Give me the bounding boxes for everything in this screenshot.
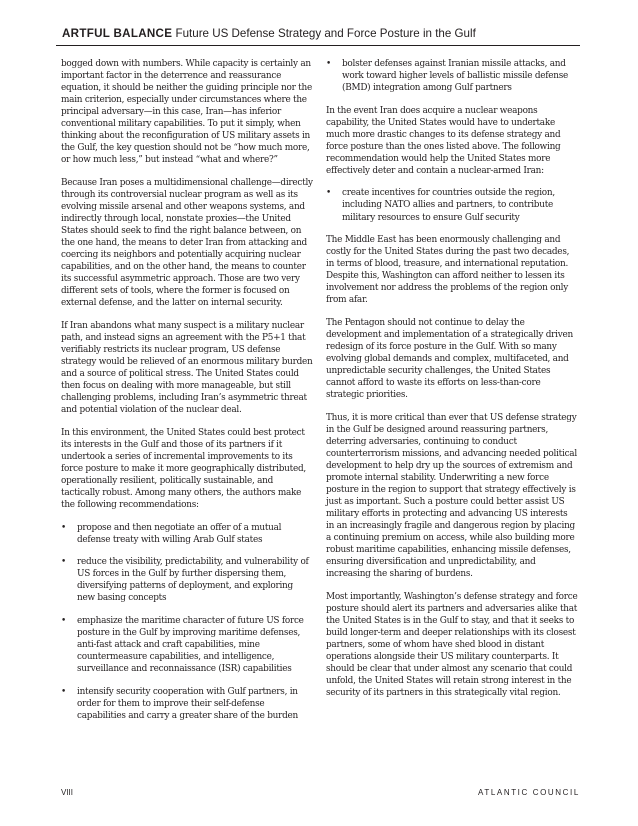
page-number: VIII [61, 788, 74, 797]
recommendation-list [61, 522, 313, 722]
list-item-text: emphasize the maritime character of future US force posture in the Gulf by improving maritime defenses, anti-fast attack and craft capabilities, mine countermeasure capabilities, and intelligence, surveillance and reconnaissance (ISR) capabilities [77, 615, 304, 675]
paragraph: The Middle East has been enormously challenging and costly for the United States during the past two decades, in terms of blood, treasure, and international reputation. Despite this, Washington can afford neither to lessen its involvement nor address the problems of the region only from afar. [326, 235, 570, 306]
bullet-icon: • [61, 522, 66, 533]
bullet-icon: • [61, 557, 66, 568]
paragraph: Thus, it is more critical than ever that US defense strategy in the Gulf be designed around reassuring partners, deterring adversaries, continuing to conduct counterterrorism missions, and advancing needed political development to help dry up the sources of extremism and promote internal stability. Underwriting a new force posture in the region to support that strategy effectively is just as important. Such a posture could better assist US military efforts in protecting and advancing US interests in an increasingly fragile and dangerous region by placing a continuing premium on access, while also building more robust maritime capabilities, enhancing missile defenses, ensuring diversification and unpredictability, and increasing the sharing of burdens. [326, 412, 577, 580]
right-column [326, 58, 578, 710]
list-item [61, 522, 313, 546]
list-item-text: intensify security cooperation with Gulf partners, in order for them to improve their self-defense capabilities and carry a greater share of the burden [77, 686, 298, 721]
list-item [61, 686, 313, 722]
paragraph: In this environment, the United States could best protect its interests in the Gulf and those of its partners if it undertook a series of incremental improvements to its force posture to make it more geographically distributed, operationally resilient, politically sustainable, and tactically robust. Among many others, the authors make the following recommendations: [61, 427, 306, 511]
bullet-icon: • [326, 188, 331, 199]
list-item [61, 556, 313, 604]
list-item [326, 187, 578, 223]
paragraph: In the event Iran does acquire a nuclear weapons capability, the United States would have to undertake much more drastic changes to its defense strategy and force posture than the ones listed above. The following recommendation would help the United States more effectively deter and contain a nuclear-armed Iran: [326, 105, 561, 176]
bullet-icon: • [326, 59, 331, 69]
header-divider [56, 45, 580, 46]
paragraph: Most importantly, Washington’s defense strategy and force posture should alert its partners and adversaries alike that the United States is in the Gulf to stay, and that it seeks to build longer-term and deeper relationships with its closest partners, some of whom have shed blood in distant operations alongside their US military counterparts. It should be clear that under almost any scenario that could unfold, the United States will retain strong interest in the security of its partners in this strategically vital region. [326, 591, 578, 699]
paragraph: The Pentagon should not continue to delay the development and implementation of a strategically driven redesign of its force posture in the Gulf. With so many evolving global demands and complex, multifaceted, and unpredictable security challenges, the United States cannot afford to waste its efforts on less-than-core strategic priorities. [326, 317, 573, 401]
paragraph: Because Iran poses a multidimensional challenge—directly through its controversial nuclear program as well as its evolving missile arsenal and other weapons systems, and indirectly through local, nonstate proxies—the United States should seek to find the right balance between, on the one hand, the means to deter Iran from attacking and coercing its neighbors and potentially acquiring nuclear capabilities, and on the other hand, the means to counter its successful asymmetric approach. Those are two very different sets of tools, where the former is focused on external defense, and the latter on internal security. [61, 177, 313, 309]
left-column [61, 58, 313, 732]
recommendation-list [326, 58, 578, 94]
running-header [62, 27, 582, 40]
list-item-text: propose and then negotiate an offer of a mutual defense treaty with willing Arab Gulf states [77, 522, 282, 545]
header-title: ARTFUL BALANCE [62, 27, 173, 40]
bullet-icon: • [61, 615, 66, 626]
list-item [326, 58, 578, 94]
list-item [61, 615, 313, 675]
list-item-text: create incentives for countries outside the region, including NATO allies and partners, to contribute military resources to ensure Gulf security [342, 188, 555, 223]
bullet-icon: • [61, 686, 66, 697]
list-item-text: bolster defenses against Iranian missile attacks, and work toward higher levels of ballistic missile defense (BMD) integration among Gulf partners [342, 59, 569, 94]
header-subtitle: Future US Defense Strategy and Force Posture in the Gulf [175, 27, 476, 40]
recommendation-list [326, 187, 578, 223]
paragraph: bogged down with numbers. While capacity is certainly an important factor in the deterrence and reassurance equation, it should be neither the guiding principle nor the main criterion, especially under circumstances where the principal adversary—in this case, Iran—has inferior conventional military capabilities. To put it simply, when thinking about the reconfiguration of US military assets in the Gulf, the key question should not be “how much more, or how much less,” but instead “what and where?” [61, 59, 312, 166]
publisher-name: ATLANTIC COUNCIL [478, 788, 580, 797]
paragraph: If Iran abandons what many suspect is a military nuclear path, and instead signs an agreement with the P5+1 that verifiably restricts its nuclear program, US defense strategy would be relieved of an enormous military burden and a source of political stress. The United States could then focus on dealing with more manageable, but still challenging problems, including Iran’s asymmetric threat and potential violation of the nuclear deal. [61, 320, 313, 416]
list-item-text: reduce the visibility, predictability, and vulnerability of US forces in the Gulf by further dispersing them, diversifying patterns of deployment, and exploring new basing concepts [77, 557, 309, 604]
